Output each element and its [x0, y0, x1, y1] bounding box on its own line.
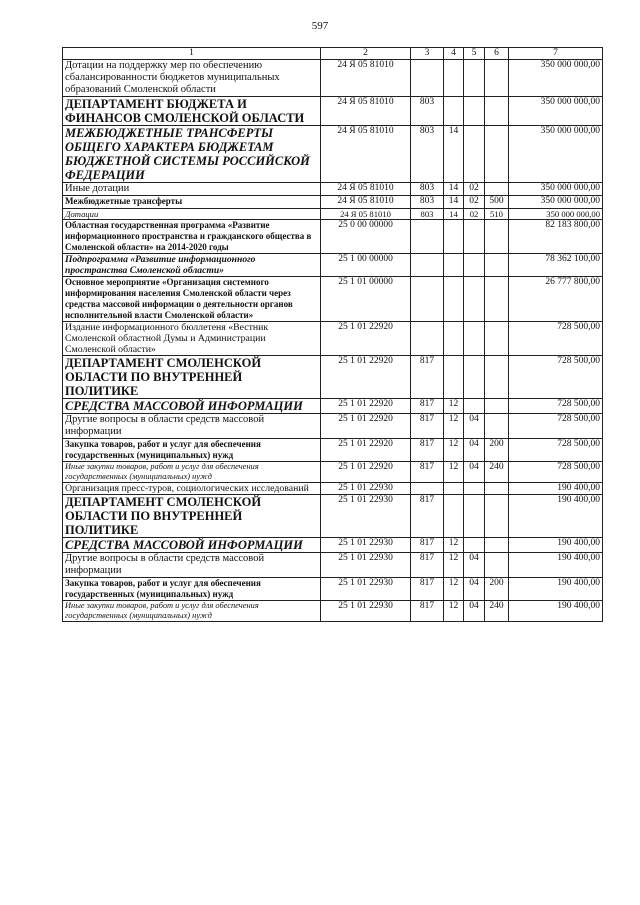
expense-type-cell	[485, 253, 509, 276]
table-row	[63, 183, 603, 196]
col-header: 5	[464, 48, 485, 60]
target-code-cell: 25 1 01 22920	[321, 398, 411, 413]
expense-type-cell	[485, 97, 509, 126]
col-header: 2	[321, 48, 411, 60]
department-code-cell: 817	[411, 553, 444, 578]
row-name-cell: ДЕПАРТАМЕНТ БЮДЖЕТА И ФИНАНСОВ СМОЛЕНСКОЙ ОБЛАСТИ	[63, 97, 321, 126]
department-code-cell: 817	[411, 461, 444, 482]
amount-cell: 728 500,00	[509, 461, 603, 482]
row-name-cell: Межбюджетные трансферты	[63, 196, 321, 209]
amount-cell: 190 400,00	[509, 553, 603, 578]
table-row	[63, 126, 603, 183]
department-code-cell: 803	[411, 183, 444, 196]
section-code-cell: 14	[444, 126, 464, 183]
section-code-cell	[444, 355, 464, 398]
amount-cell: 190 400,00	[509, 538, 603, 553]
col-header: 7	[509, 48, 603, 60]
table-row	[63, 438, 603, 461]
subsection-code-cell	[464, 538, 485, 553]
row-name-cell: СРЕДСТВА МАССОВОЙ ИНФОРМАЦИИ	[63, 398, 321, 413]
expense-type-cell	[485, 553, 509, 578]
amount-cell: 350 000 000,00	[509, 126, 603, 183]
expense-type-cell	[485, 276, 509, 321]
department-code-cell: 803	[411, 126, 444, 183]
subsection-code-cell: 02	[464, 208, 485, 219]
subsection-code-cell: 02	[464, 196, 485, 209]
subsection-code-cell: 02	[464, 183, 485, 196]
section-code-cell: 14	[444, 208, 464, 219]
expense-type-cell	[485, 538, 509, 553]
expense-type-cell: 200	[485, 578, 509, 601]
target-code-cell: 25 1 01 22920	[321, 438, 411, 461]
section-code-cell	[444, 482, 464, 495]
table-row	[63, 538, 603, 553]
department-code-cell	[411, 60, 444, 97]
expense-type-cell	[485, 355, 509, 398]
row-name-cell: СРЕДСТВА МАССОВОЙ ИНФОРМАЦИИ	[63, 538, 321, 553]
section-code-cell: 12	[444, 461, 464, 482]
target-code-cell: 24 Я 05 81010	[321, 196, 411, 209]
expense-type-cell	[485, 183, 509, 196]
department-code-cell: 817	[411, 355, 444, 398]
target-code-cell: 25 1 01 22920	[321, 321, 411, 355]
subsection-code-cell	[464, 126, 485, 183]
subsection-code-cell	[464, 482, 485, 495]
budget-table	[62, 47, 603, 622]
expense-type-cell	[485, 321, 509, 355]
amount-cell: 350 000 000,00	[509, 60, 603, 97]
amount-cell: 190 400,00	[509, 601, 603, 622]
target-code-cell: 25 0 00 00000	[321, 219, 411, 253]
table-row	[63, 398, 603, 413]
amount-cell: 728 500,00	[509, 438, 603, 461]
subsection-code-cell: 04	[464, 601, 485, 622]
amount-cell: 190 400,00	[509, 482, 603, 495]
target-code-cell: 24 Я 05 81010	[321, 60, 411, 97]
table-row	[63, 553, 603, 578]
target-code-cell: 24 Я 05 81010	[321, 126, 411, 183]
row-name-cell: Иные закупки товаров, работ и услуг для обеспечения государственных (муниципальных) нужд	[63, 461, 321, 482]
department-code-cell	[411, 482, 444, 495]
row-name-cell: Другие вопросы в области средств массовой информации	[63, 553, 321, 578]
row-name-cell: Организация пресс-туров, социологических исследований	[63, 482, 321, 495]
amount-cell: 728 500,00	[509, 413, 603, 438]
row-name-cell: Закупка товаров, работ и услуг для обеспечения государственных (муниципальных) нужд	[63, 578, 321, 601]
subsection-code-cell	[464, 495, 485, 538]
row-name-cell: Подпрограмма «Развитие информационного пространства Смоленской области»	[63, 253, 321, 276]
section-code-cell: 12	[444, 578, 464, 601]
table-row	[63, 219, 603, 253]
expense-type-cell: 200	[485, 438, 509, 461]
table-row	[63, 578, 603, 601]
target-code-cell: 25 1 01 22920	[321, 413, 411, 438]
expense-type-cell: 500	[485, 196, 509, 209]
header-row	[63, 48, 603, 60]
expense-type-cell	[485, 482, 509, 495]
amount-cell: 350 000 000,00	[509, 183, 603, 196]
subsection-code-cell: 04	[464, 413, 485, 438]
subsection-code-cell	[464, 253, 485, 276]
department-code-cell	[411, 321, 444, 355]
row-name-cell: Иные дотации	[63, 183, 321, 196]
table-row	[63, 196, 603, 209]
section-code-cell: 12	[444, 601, 464, 622]
col-header: 1	[63, 48, 321, 60]
col-header: 6	[485, 48, 509, 60]
department-code-cell	[411, 253, 444, 276]
subsection-code-cell	[464, 97, 485, 126]
expense-type-cell: 510	[485, 208, 509, 219]
section-code-cell: 14	[444, 183, 464, 196]
target-code-cell: 25 1 01 00000	[321, 276, 411, 321]
section-code-cell: 12	[444, 398, 464, 413]
department-code-cell: 817	[411, 495, 444, 538]
table-row	[63, 461, 603, 482]
department-code-cell	[411, 276, 444, 321]
target-code-cell: 25 1 01 22930	[321, 538, 411, 553]
department-code-cell: 803	[411, 208, 444, 219]
row-name-cell: Иные закупки товаров, работ и услуг для обеспечения государственных (муниципальных) нужд	[63, 601, 321, 622]
target-code-cell: 25 1 00 00000	[321, 253, 411, 276]
row-name-cell: Издание информационного бюллетеня «Вестник Смоленской областной Думы и Администрации Смоленской области»	[63, 321, 321, 355]
subsection-code-cell	[464, 321, 485, 355]
subsection-code-cell: 04	[464, 438, 485, 461]
section-code-cell	[444, 97, 464, 126]
table-row	[63, 321, 603, 355]
row-name-cell: Областная государственная программа «Развитие информационного пространства и гражданского общества в Смоленской области» на 2014-2020 годы	[63, 219, 321, 253]
section-code-cell	[444, 276, 464, 321]
table-body	[63, 60, 603, 622]
section-code-cell	[444, 253, 464, 276]
subsection-code-cell: 04	[464, 461, 485, 482]
amount-cell: 82 183 800,00	[509, 219, 603, 253]
table-row	[63, 60, 603, 97]
target-code-cell: 25 1 01 22930	[321, 601, 411, 622]
table-row	[63, 355, 603, 398]
target-code-cell: 25 1 01 22930	[321, 553, 411, 578]
amount-cell: 728 500,00	[509, 355, 603, 398]
table-row	[63, 413, 603, 438]
department-code-cell	[411, 219, 444, 253]
department-code-cell: 803	[411, 196, 444, 209]
section-code-cell: 12	[444, 438, 464, 461]
col-header: 3	[411, 48, 444, 60]
expense-type-cell	[485, 219, 509, 253]
table-row	[63, 97, 603, 126]
subsection-code-cell: 04	[464, 553, 485, 578]
department-code-cell: 817	[411, 578, 444, 601]
amount-cell: 78 362 100,00	[509, 253, 603, 276]
amount-cell: 190 400,00	[509, 578, 603, 601]
amount-cell: 190 400,00	[509, 495, 603, 538]
row-name-cell: МЕЖБЮДЖЕТНЫЕ ТРАНСФЕРТЫ ОБЩЕГО ХАРАКТЕРА БЮДЖЕТАМ БЮДЖЕТНОЙ СИСТЕМЫ РОССИЙСКОЙ ФЕДЕРАЦИИ	[63, 126, 321, 183]
department-code-cell: 817	[411, 538, 444, 553]
table-row	[63, 495, 603, 538]
expense-type-cell	[485, 413, 509, 438]
expense-type-cell	[485, 60, 509, 97]
target-code-cell: 25 1 01 22930	[321, 482, 411, 495]
amount-cell: 350 000 000,00	[509, 97, 603, 126]
row-name-cell: Дотации на поддержку мер по обеспечению сбалансированности бюджетов муниципальных образований Смоленской области	[63, 60, 321, 97]
row-name-cell: Основное мероприятие «Организация системного информирования населения Смоленской области через средства массовой информации о деятельности органов исполнительной власти Смоленской области»	[63, 276, 321, 321]
row-name-cell: Другие вопросы в области средств массовой информации	[63, 413, 321, 438]
expense-type-cell	[485, 495, 509, 538]
target-code-cell: 25 1 01 22920	[321, 355, 411, 398]
section-code-cell	[444, 321, 464, 355]
expense-type-cell	[485, 126, 509, 183]
target-code-cell: 24 Я 05 81010	[321, 183, 411, 196]
row-name-cell: Закупка товаров, работ и услуг для обеспечения государственных (муниципальных) нужд	[63, 438, 321, 461]
row-name-cell: ДЕПАРТАМЕНТ СМОЛЕНСКОЙ ОБЛАСТИ ПО ВНУТРЕННЕЙ ПОЛИТИКЕ	[63, 355, 321, 398]
table-row	[63, 482, 603, 495]
row-name-cell: ДЕПАРТАМЕНТ СМОЛЕНСКОЙ ОБЛАСТИ ПО ВНУТРЕННЕЙ ПОЛИТИКЕ	[63, 495, 321, 538]
amount-cell: 728 500,00	[509, 321, 603, 355]
department-code-cell: 817	[411, 413, 444, 438]
department-code-cell: 803	[411, 97, 444, 126]
department-code-cell: 817	[411, 601, 444, 622]
subsection-code-cell: 04	[464, 578, 485, 601]
expense-type-cell	[485, 398, 509, 413]
section-code-cell	[444, 219, 464, 253]
section-code-cell: 12	[444, 413, 464, 438]
table-row	[63, 253, 603, 276]
subsection-code-cell	[464, 398, 485, 413]
department-code-cell: 817	[411, 398, 444, 413]
table-row	[63, 601, 603, 622]
subsection-code-cell	[464, 60, 485, 97]
subsection-code-cell	[464, 219, 485, 253]
expense-type-cell: 240	[485, 601, 509, 622]
amount-cell: 728 500,00	[509, 398, 603, 413]
section-code-cell	[444, 495, 464, 538]
table-row	[63, 276, 603, 321]
target-code-cell: 24 Я 05 81010	[321, 97, 411, 126]
amount-cell: 26 777 800,00	[509, 276, 603, 321]
col-header: 4	[444, 48, 464, 60]
target-code-cell: 25 1 01 22930	[321, 495, 411, 538]
amount-cell: 350 000 000,00	[509, 208, 603, 219]
expense-type-cell: 240	[485, 461, 509, 482]
section-code-cell: 12	[444, 553, 464, 578]
target-code-cell: 25 1 01 22930	[321, 578, 411, 601]
subsection-code-cell	[464, 276, 485, 321]
section-code-cell: 14	[444, 196, 464, 209]
subsection-code-cell	[464, 355, 485, 398]
department-code-cell: 817	[411, 438, 444, 461]
row-name-cell: Дотации	[63, 208, 321, 219]
page-number: 597	[311, 20, 329, 32]
amount-cell: 350 000 000,00	[509, 196, 603, 209]
target-code-cell: 25 1 01 22920	[321, 461, 411, 482]
section-code-cell	[444, 60, 464, 97]
table-row	[63, 208, 603, 219]
target-code-cell: 24 Я 05 81010	[321, 208, 411, 219]
section-code-cell: 12	[444, 538, 464, 553]
